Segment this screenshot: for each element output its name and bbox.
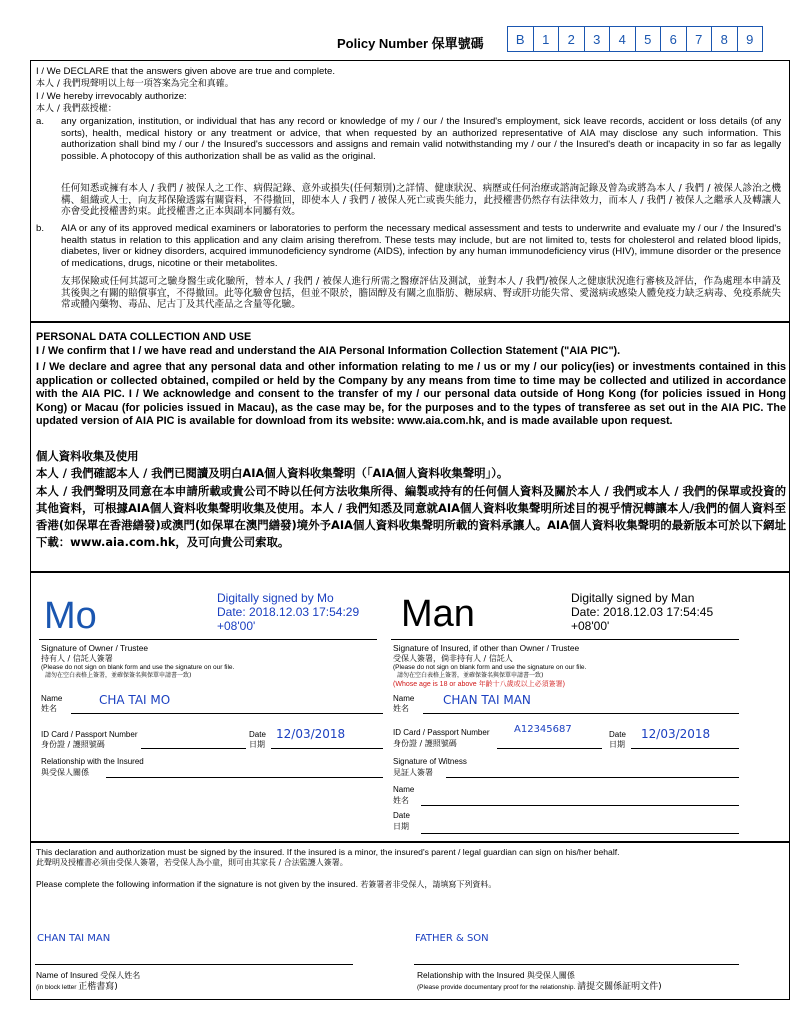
bottom-declaration-cn: 此聲明及授權書必須由受保人簽署，若受保人為小童，則可由其家長 / 合法監護人簽署。 (36, 858, 348, 867)
relationship-proof-note-en: (Please provide documentary proof for the relationship. (417, 984, 576, 991)
witness-signature-label-cn: 見証人簽署 (393, 768, 433, 777)
owner-relationship-line[interactable] (106, 777, 383, 778)
insured-digital-line: +08'00' (571, 619, 610, 633)
insured-digital-line: Digitally signed by Man (571, 591, 695, 605)
witness-date-label: Date (393, 811, 410, 820)
relationship-label-en: Relationship with the Insured (417, 970, 525, 980)
policy-digit-box[interactable]: 7 (686, 26, 713, 52)
block-letter-note-en: (in block letter (36, 984, 77, 991)
owner-name-label-cn: 姓名 (41, 704, 57, 713)
bottom-instruction-cn: 若簽署者非受保人，請填寫下列資料。 (360, 880, 497, 889)
policy-number-label: Policy Number 保單號碼 (337, 36, 484, 51)
owner-digital-line: Date: 2018.12.03 17:54:29 (217, 605, 360, 619)
owner-signature-label-cn: 持有人 / 信託人簽署 (41, 654, 113, 663)
insured-id-label: ID Card / Passport Number (393, 728, 490, 737)
owner-name-value[interactable]: CHA TAI MO (99, 693, 171, 707)
policy-digit-box[interactable]: 3 (584, 26, 611, 52)
block-letter-note-cn: 正楷書寫) (78, 982, 118, 992)
insured-age-note: (Whose age is 18 or above 年齡十八歲或以上必須簽署) (393, 681, 565, 688)
insured-name-value[interactable]: CHAN TAI MAN (443, 693, 531, 707)
owner-digital-line: +08'00' (217, 619, 256, 633)
insured-name-label-en: Name of Insured (36, 970, 98, 980)
bottom-instruction-en: Please complete the following information if the signature is not given by the insured. (36, 879, 358, 889)
policy-digit-box[interactable]: 2 (558, 26, 585, 52)
owner-signature-name: Mo (44, 595, 97, 637)
item-a-text: any organization, institution, or individual that has any record or knowledge of my / our / the Insured's employment, sick leave records, accident or loss details (of any sorts), health, medical history or any treatment or advice, that when requested by an authorized representative of AIA may disclose any such information. This authorization shall bind my / our / the Insured's successors and assigns and remain valid notwithstanding my / our / the Insured's death or incapacity in so far as legally possible. A photocopy of this authorization shall be as valid as the original. (61, 116, 781, 163)
signature-section (30, 572, 790, 842)
bottom-instruction (36, 879, 496, 891)
relationship-handwritten[interactable]: FATHER & SON (415, 933, 489, 944)
pdc-heading-cn: 個人資料收集及使用 (36, 449, 139, 463)
insured-signature-label: Signature of Insured, if other than Owner / Trustee (393, 643, 580, 653)
authorize-text: I / We hereby irrevocably authorize: (36, 91, 187, 102)
insured-id-value[interactable]: A12345687 (514, 724, 572, 735)
pdc-declare: I / We declare and agree that any personal data and other information relating to me / us or my / our policy(ies) or investments contained in this application or collected obtained, compiled or held by the Company by any means from time to time may be collected and utilized in accordance with the AIA PIC. I / We acknowledge and consent to the transfer of my / our personal data outside of Hong Kong (for policies issued in Hong Kong) or Macau (for policies issued in Macau), as the case may be, for the purposes and to the types of transferee as set out in the AIA PIC. The updated version of AIA PIC is available for download from its website: www.aia.com.hk, and is made available upon request. (36, 361, 786, 427)
insured-name-line (423, 713, 739, 714)
owner-signature-line[interactable] (39, 639, 377, 640)
declare-text: I / We DECLARE that the answers given above are true and complete. (36, 66, 335, 77)
insured-signature-label-cn: 受保人簽署，倘非持有人 / 信託人 (393, 654, 513, 663)
personal-data-section (30, 322, 790, 572)
pdc-confirm: I / We confirm that I / we have read and understand the AIA Personal Information Collection Statement ("AIA PIC"). (36, 345, 621, 357)
declaration-section (30, 60, 790, 322)
insured-name-label: Name (393, 694, 415, 703)
owner-id-label: ID Card / Passport Number (41, 730, 138, 739)
insured-date-value[interactable]: 12/03/2018 (641, 727, 711, 741)
item-a-text-cn: 任何知悉或擁有本人 / 我們 / 被保人之工作、病假記錄、意外或損失(任何類別)之詳情、健康狀況、病歷或任何治療或諮詢記錄及曾為或將為本人 / 我們 / 被保人診治之機構、組織或人士，向友邦保險透露有關資料，不得撤回，即使本人 / 我們 / 被保人死亡或喪失能力，此授權書仍然存有法律效力，而本人 / 我們 / 被保人之繼承人及轉讓人亦會受此授權書約束。此授權書之正本與副本同屬有效。 (61, 183, 781, 218)
owner-sign-note: (Please do not sign on blank form and use the signature on our file. (41, 664, 235, 671)
item-b-text-cn: 友邦保險或任何其認可之驗身醫生或化驗所，替本人 / 我們 / 被保人進行所需之醫療評估及測試，並對本人 / 我們/被保人之健康狀況進行審核及評估，作為處理本申請及其後與之有關的賠償事宜，不得撤回。此等化驗會包括，但並不限於，膽固醇及有關之血脂肪、糖尿病、腎或肝功能失常、愛滋病或感染人體免疫力缺乏病毒、免疫系統失常或體內藥物、毒品、尼古丁及其代產品之含量等化驗。 (61, 276, 781, 311)
insured-name-line (35, 964, 353, 965)
owner-digital-line: Digitally signed by Mo (217, 591, 334, 605)
owner-name-label: Name (41, 694, 63, 703)
owner-id-label-cn: 身份證 / 護照號碼 (41, 740, 105, 749)
item-b-marker: b. (36, 223, 45, 234)
owner-date-value[interactable]: 12/03/2018 (276, 727, 346, 741)
policy-digit-box[interactable]: B (507, 26, 534, 52)
witness-signature-label: Signature of Witness (393, 757, 467, 766)
policy-number-boxes (508, 26, 763, 52)
insured-name-label-cn: 姓名 (393, 704, 409, 713)
relationship-proof-note-cn: 請提交關係証明文件) (577, 982, 662, 992)
witness-signature-line[interactable] (446, 777, 739, 778)
insured-date-label: Date (609, 730, 626, 739)
relationship-line (414, 964, 739, 965)
block-letter-note (36, 981, 118, 993)
insured-digital-line: Date: 2018.12.03 17:54:45 (571, 605, 714, 619)
witness-date-line[interactable] (421, 833, 739, 834)
declare-text-cn: 本人 / 我們現聲明以上每一項答案為完全和真確。 (36, 79, 234, 89)
policy-digit-box[interactable]: 1 (533, 26, 560, 52)
owner-date-label: Date (249, 730, 266, 739)
insured-sign-note-cn: 請勿在空白表格上簽署，並確保簽名與保單申請書一致) (397, 672, 544, 679)
witness-name-line[interactable] (421, 805, 739, 806)
pdc-heading: PERSONAL DATA COLLECTION AND USE (36, 331, 252, 343)
owner-digital-signature (217, 591, 359, 633)
insured-digital-signature (571, 591, 713, 633)
insured-id-label-cn: 身份證 / 護照號碼 (393, 739, 457, 748)
guardian-section (30, 842, 790, 1000)
policy-digit-box[interactable]: 9 (737, 26, 764, 52)
owner-date-label-cn: 日期 (249, 740, 265, 749)
owner-date-line (271, 748, 383, 749)
witness-date-label-cn: 日期 (393, 822, 409, 831)
owner-relationship-label: Relationship with the Insured (41, 757, 144, 766)
owner-name-line (71, 713, 383, 714)
bottom-declaration: This declaration and authorization must be signed by the insured. If the insured is a minor, the insured's parent / legal guardian can sign on his/her behalf. (36, 847, 620, 857)
item-a-marker: a. (36, 116, 45, 127)
owner-id-line[interactable] (141, 748, 246, 749)
insured-signature-line[interactable] (391, 639, 739, 640)
pdc-declare-cn: 本人 / 我們聲明及同意在本申請所載或貴公司不時以任何方法收集所得、編製或持有的任何個人資料及關於本人 / 我們或本人 / 我們的保單或投資的其他資料，可根據AIA個人資料收集聲明收集及使用。本人 / 我們知悉及同意就AIA個人資料收集聲明所述目的視乎情況轉讓本人/我們的個人資料至香港(如保單在香港繕發)或澳門(如保單在澳門繕發)境外予AIA個人資料收集聲明所載的資料承讓人。AIA個人資料收集聲明的最新版本可於以下網址下載：www.aia.com.hk，及可向貴公司索取。 (36, 484, 786, 549)
policy-digit-box[interactable]: 5 (635, 26, 662, 52)
policy-digit-box[interactable]: 4 (609, 26, 636, 52)
insured-signature-name: Man (401, 593, 475, 635)
insured-name-handwritten[interactable]: CHAN TAI MAN (37, 933, 111, 944)
insured-date-label-cn: 日期 (609, 740, 625, 749)
policy-digit-box[interactable]: 8 (711, 26, 738, 52)
owner-relationship-label-cn: 與受保人關係 (41, 768, 89, 777)
insured-sign-note: (Please do not sign on blank form and use the signature on our file. (393, 664, 587, 671)
policy-digit-box[interactable]: 6 (660, 26, 687, 52)
insured-id-line (497, 748, 602, 749)
relationship-label-cn: 與受保人關係 (526, 971, 575, 980)
relationship-proof-note (417, 981, 662, 993)
authorize-text-cn: 本人 / 我們茲授權： (36, 104, 117, 114)
owner-signature-label: Signature of Owner / Trustee (41, 643, 149, 653)
insured-date-line (631, 748, 739, 749)
witness-name-label-cn: 姓名 (393, 796, 409, 805)
policy-number-header (0, 26, 800, 54)
item-b-text: AIA or any of its approved medical examiners or laboratories to perform the necessary medical assessment and tests to underwrite and evaluate my / our / the Insured's health status in relation to this application and any claim arising therefrom. These tests may include, but are not limited to, tests for cholesterol and related blood lipids, diabetes, liver or kidney disorders, acquired immunodeficiency syndrome (AIDS), infection by any human immunodeficiency virus (HIV), immune disorder or the presence of medications, drugs, nicotine or their metabolites. (61, 223, 781, 270)
insured-name-label-cn: 受保人姓名 (100, 971, 141, 980)
owner-sign-note-cn: 請勿在空白表格上簽署，並確保簽名與保單申請書一致) (45, 672, 192, 679)
witness-name-label: Name (393, 785, 415, 794)
pdc-confirm-cn: 本人 / 我們確認本人 / 我們已閱讀及明白AIA個人資料收集聲明（「AIA個人資料收集聲明」）。 (36, 466, 509, 480)
